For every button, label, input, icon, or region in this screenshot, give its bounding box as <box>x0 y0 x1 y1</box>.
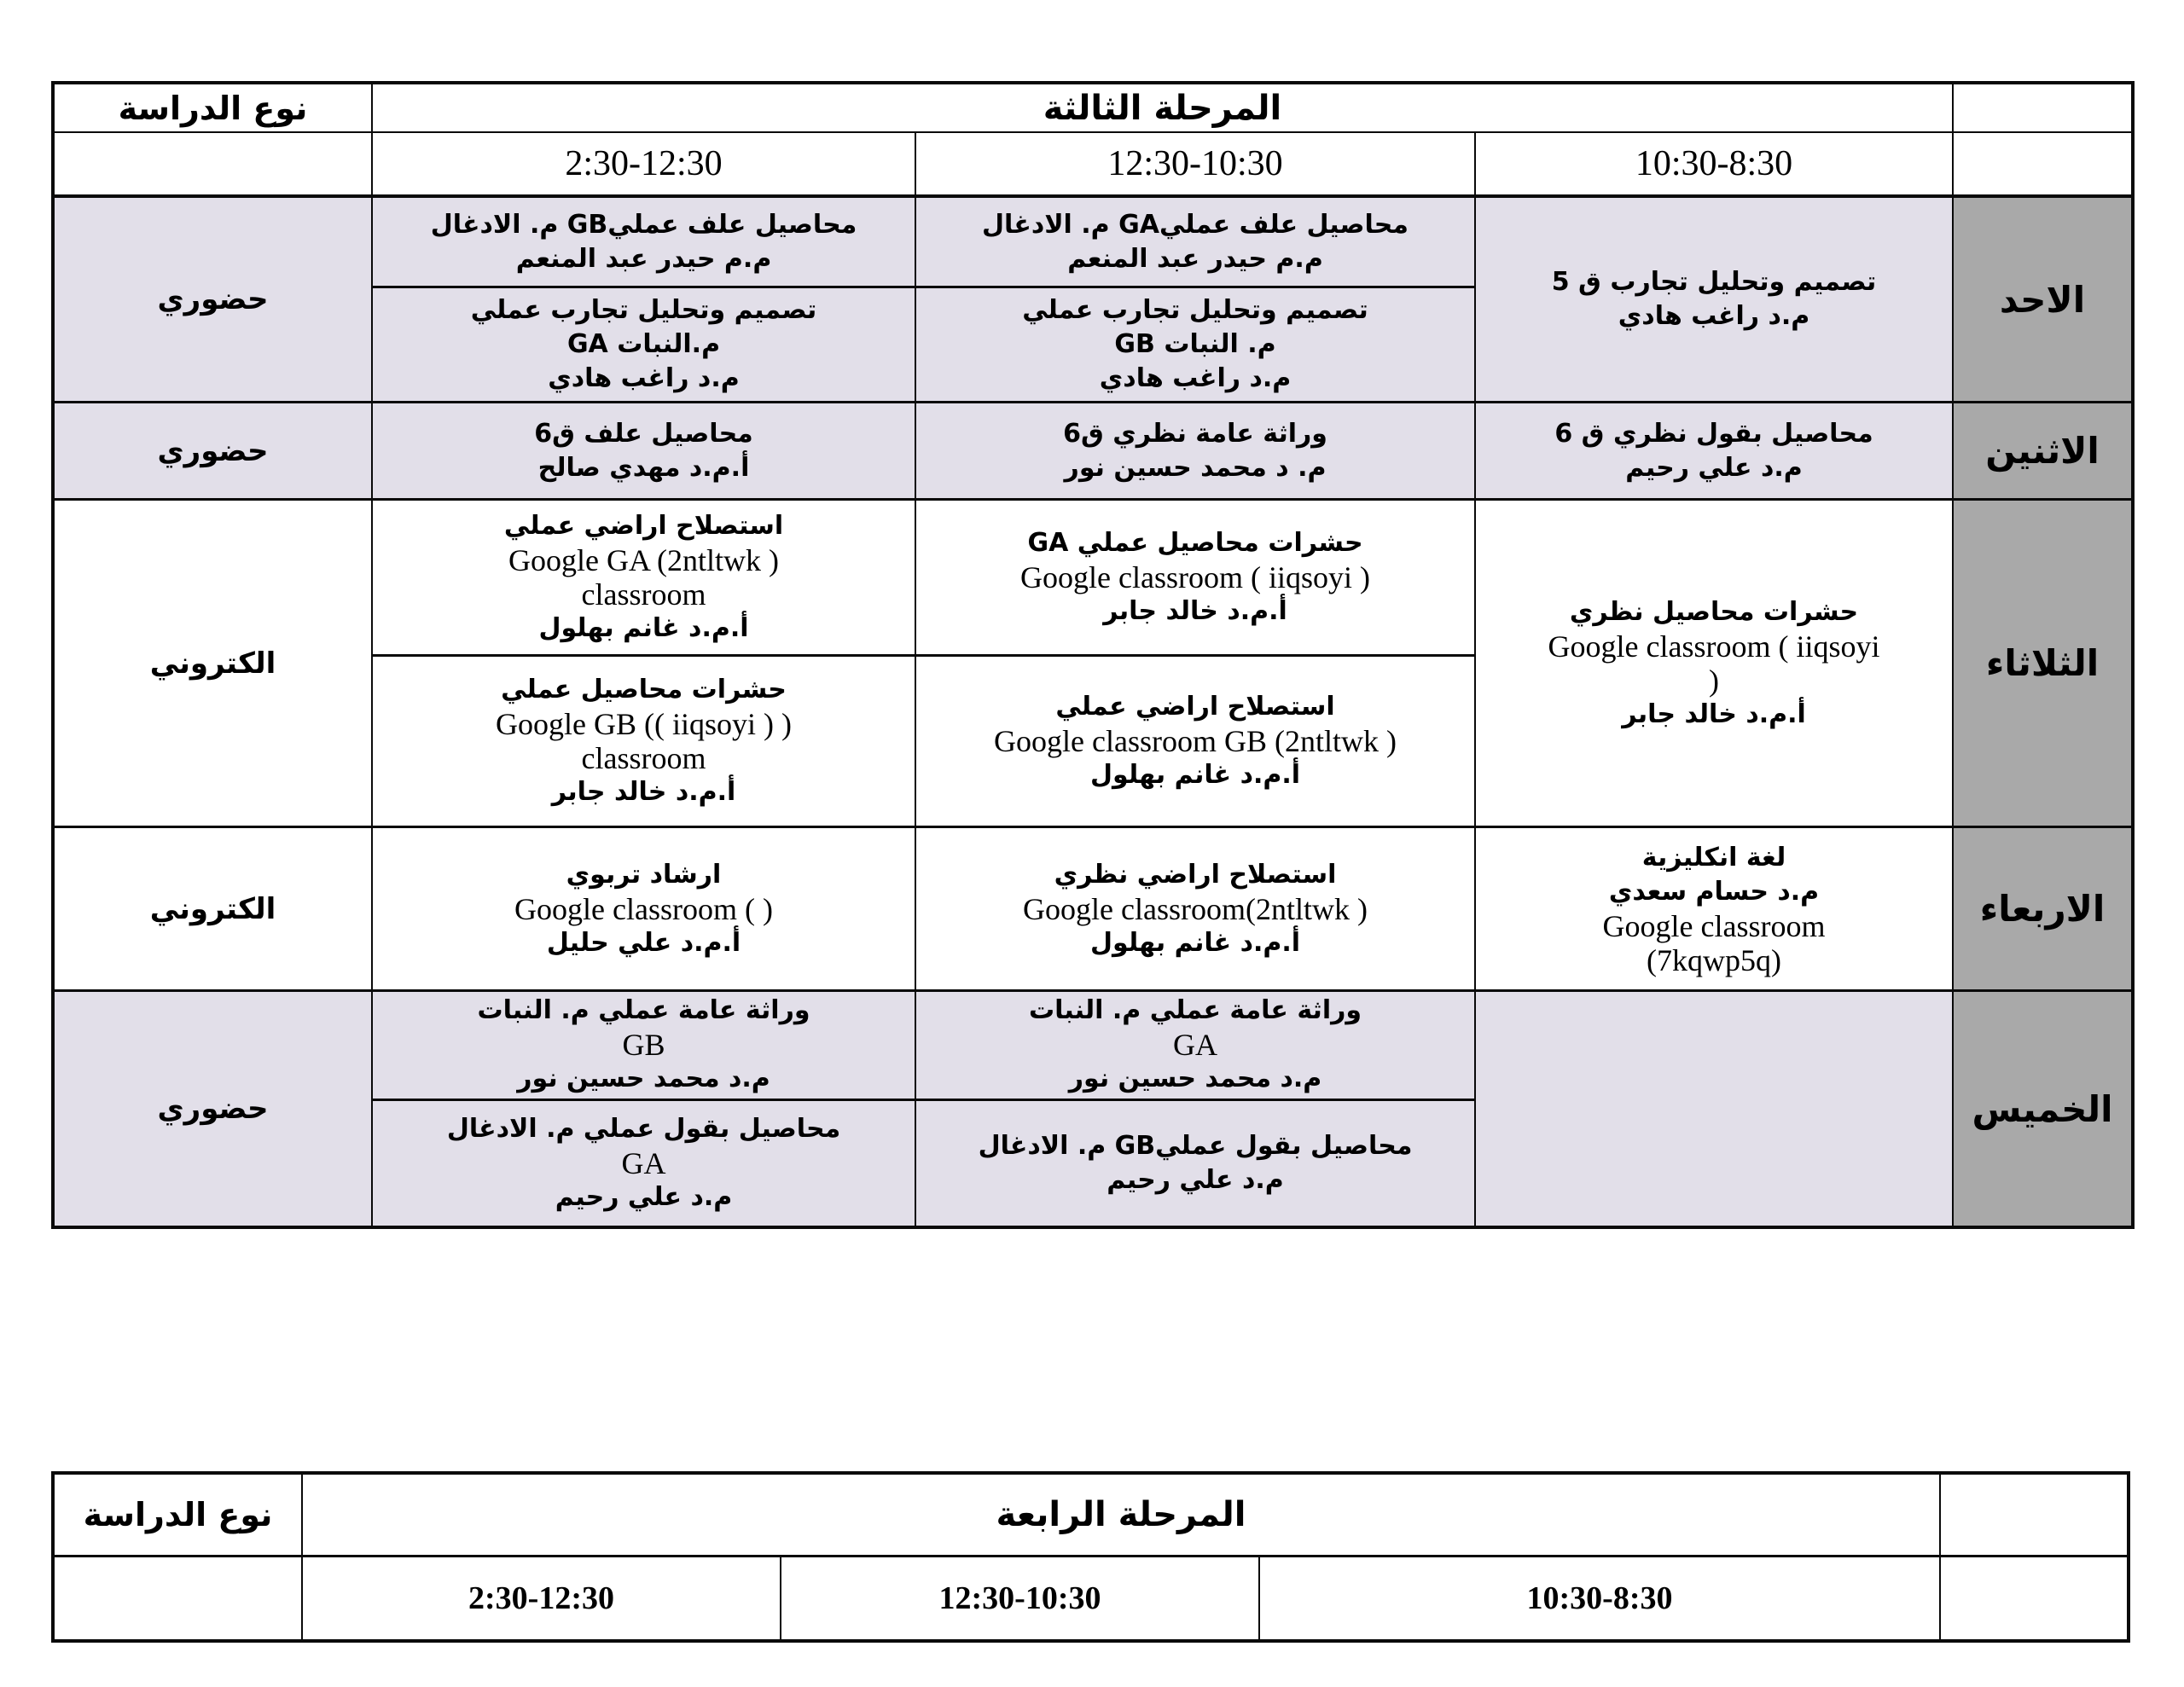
stage4-timetable <box>51 1471 2130 1643</box>
study-type-wednesday: الكتروني <box>53 827 372 991</box>
study-type-header: نوع الدراسة <box>53 1473 302 1557</box>
stage3-timetable <box>51 81 2135 1229</box>
study-type-monday: حضوري <box>53 403 372 500</box>
cell-tuesday-1030-830 <box>1475 500 1953 827</box>
lesson-line: Google classroom ( iiqsoyi <box>1548 629 1880 664</box>
lesson-line: م.د محمد حسين نور <box>1068 1064 1322 1094</box>
lesson-line: استصلاح اراضي نظري <box>1054 859 1337 890</box>
lesson-line: Google classroom(2ntltwk ) <box>1023 891 1368 926</box>
lesson-line: م.د علي رحيم <box>1107 1164 1284 1195</box>
lesson-line: محاصيل بقول عمليGB م. الادغال <box>978 1130 1413 1161</box>
corner-cell-day <box>1953 83 2133 132</box>
lesson-line: تصميم وتحليل تجارب ق 5 <box>1551 267 1877 297</box>
lesson-line: ) <box>1709 663 1720 698</box>
time-slot-morning: 10:30-8:30 <box>1475 132 1953 196</box>
cell-tuesday-230-1230 <box>372 500 915 827</box>
lesson <box>373 992 915 1099</box>
lesson-line: استصلاح اراضي عملي <box>503 510 784 541</box>
cell-thursday-1230-1030 <box>915 991 1475 1228</box>
lesson-line: أ.م.د علي حليل <box>546 927 741 958</box>
lesson <box>916 654 1474 826</box>
cell-wednesday-1030-830 <box>1475 827 1953 991</box>
lesson <box>916 403 1474 498</box>
lesson-line: م.د علي رحيم <box>555 1181 733 1212</box>
study-type-sunday: حضوري <box>53 196 372 403</box>
time-slot-morning: 10:30-8:30 <box>1259 1557 1940 1642</box>
lesson-line: أ.م.د خالد جابر <box>1103 595 1287 626</box>
cell-monday-1230-1030 <box>915 403 1475 500</box>
day-monday: الاثنين <box>1953 403 2133 500</box>
lesson <box>916 198 1474 286</box>
corner-cell-day <box>1940 1473 2129 1557</box>
lesson <box>373 828 915 989</box>
lesson-line: classroom <box>581 740 706 775</box>
lesson-line: وراثة عامة نظري ق6 <box>1063 418 1327 449</box>
lesson-line: استصلاح اراضي عملي <box>1055 691 1335 722</box>
study-type-tuesday: الكتروني <box>53 500 372 827</box>
time-row-day-spacer <box>1953 132 2133 196</box>
lesson <box>916 286 1474 401</box>
lesson-line: م.د علي رحيم <box>1625 452 1803 483</box>
cell-tuesday-1230-1030 <box>915 500 1475 827</box>
lesson-line: أ.م.د غانم بهلول <box>538 612 749 643</box>
lesson <box>373 403 915 498</box>
lesson-line: م.د راغب هادي <box>548 363 740 394</box>
lesson <box>373 501 915 654</box>
lesson-line: وراثة عامة عملي م. النبات <box>1029 995 1362 1026</box>
lesson <box>373 198 915 286</box>
row-wednesday <box>53 827 2133 991</box>
lesson-line: أ.م.د مهدي صالح <box>537 452 750 483</box>
study-type-thursday: حضوري <box>53 991 372 1228</box>
lesson-line: م.د راغب هادي <box>1618 301 1810 331</box>
lesson-line: ارشاد تربوي <box>566 859 722 890</box>
day-wednesday: الاربعاء <box>1953 827 2133 991</box>
time-slot-midday: 12:30-10:30 <box>915 132 1475 196</box>
cell-thursday-230-1230 <box>372 991 915 1228</box>
lesson-line: حشرات محاصيل عملي <box>501 674 787 704</box>
cell-sunday-230-1230 <box>372 196 915 403</box>
lesson-line: محاصيل علف عمليGA م. الادغال <box>982 209 1409 240</box>
day-tuesday: الثلاثاء <box>1953 500 2133 827</box>
lesson <box>1476 403 1952 498</box>
lesson-line: حشرات محاصيل نظري <box>1569 596 1859 627</box>
lesson-line: محاصيل بقول عملي م. الادغال <box>446 1113 841 1144</box>
cell-monday-230-1230 <box>372 403 915 500</box>
stage3-header-row <box>53 83 2133 132</box>
lesson-line: محاصيل علف ق6 <box>534 418 753 449</box>
cell-wednesday-230-1230 <box>372 827 915 991</box>
lesson-line: (7kqwp5q) <box>1647 942 1781 977</box>
lesson-line: وراثة عامة عملي م. النبات <box>477 995 810 1026</box>
lesson-line: محاصيل علف عمليGB م. الادغال <box>430 209 857 240</box>
lesson <box>373 286 915 401</box>
lesson-line: م.م حيدر عبد المنعم <box>515 243 772 274</box>
cell-sunday-1230-1030 <box>915 196 1475 403</box>
lesson <box>373 654 915 826</box>
time-row-type-spacer <box>53 132 372 196</box>
study-type-header: نوع الدراسة <box>53 83 372 132</box>
lesson-line: classroom <box>581 577 706 612</box>
lesson-line: حشرات محاصيل عملي GA <box>1027 527 1363 558</box>
lesson-line: أ.م.د غانم بهلول <box>1089 759 1301 790</box>
lesson-line: تصميم وتحليل تجارب عملي <box>470 295 817 326</box>
stage4-header-row <box>53 1473 2129 1557</box>
stage3-time-row <box>53 132 2133 196</box>
stage3-title: المرحلة الثالثة <box>372 83 1953 132</box>
lesson-line: GB <box>622 1028 665 1063</box>
time-slot-afternoon: 2:30-12:30 <box>372 132 915 196</box>
lesson-line: Google classroom <box>1602 908 1826 943</box>
lesson-line: م.النبات GA <box>566 329 721 360</box>
lesson <box>916 1099 1474 1226</box>
lesson-line: Google classroom GB (2ntltwk ) <box>994 723 1397 758</box>
lesson-line: أ.م.د غانم بهلول <box>1089 927 1301 958</box>
time-row-day-spacer <box>1940 1557 2129 1642</box>
lesson-line: GA <box>621 1145 666 1180</box>
lesson-line: Google GA (2ntltwk ) <box>508 542 779 577</box>
day-thursday: الخميس <box>1953 991 2133 1228</box>
lesson-line: GA <box>1173 1028 1218 1063</box>
time-slot-afternoon: 2:30-12:30 <box>302 1557 781 1642</box>
lesson-line: م. النبات GB <box>1114 329 1276 360</box>
time-row-type-spacer <box>53 1557 302 1642</box>
stage4-title: المرحلة الرابعة <box>302 1473 1940 1557</box>
lesson-line: م.د راغب هادي <box>1099 363 1292 394</box>
lesson-empty <box>1476 992 1952 1226</box>
row-monday <box>53 403 2133 500</box>
cell-thursday-1030-830 <box>1475 991 1953 1228</box>
lesson-line: م.د حسام سعدي <box>1608 876 1820 907</box>
row-sunday <box>53 196 2133 403</box>
lesson <box>373 1099 915 1226</box>
lesson-line: Google classroom ( iiqsoyi ) <box>1020 559 1370 594</box>
lesson <box>1476 828 1952 989</box>
cell-monday-1030-830 <box>1475 403 1953 500</box>
lesson <box>916 828 1474 989</box>
lesson <box>1476 198 1952 401</box>
lesson-line: م.د محمد حسين نور <box>517 1064 770 1094</box>
lesson-line: لغة انكليزية <box>1641 842 1786 872</box>
lesson-line: أ.م.د خالد جابر <box>551 776 736 807</box>
lesson-line: Google GB (( iiqsoyi ) ) <box>496 706 792 741</box>
lesson <box>916 992 1474 1099</box>
lesson-line: تصميم وتحليل تجارب عملي <box>1022 295 1368 326</box>
cell-sunday-1030-830 <box>1475 196 1953 403</box>
lesson-line: أ.م.د خالد جابر <box>1622 699 1806 729</box>
lesson <box>916 501 1474 654</box>
stage4-time-row <box>53 1557 2129 1642</box>
lesson-line: Google classroom ( ) <box>514 891 773 926</box>
time-slot-midday: 12:30-10:30 <box>781 1557 1259 1642</box>
lesson-line: م. د محمد حسين نور <box>1064 452 1327 483</box>
lesson-line: محاصيل بقول نظري ق 6 <box>1554 418 1873 449</box>
day-sunday: الاحد <box>1953 196 2133 403</box>
row-tuesday <box>53 500 2133 827</box>
lesson <box>1476 501 1952 826</box>
lesson-line: م.م حيدر عبد المنعم <box>1067 243 1323 274</box>
cell-wednesday-1230-1030 <box>915 827 1475 991</box>
row-thursday <box>53 991 2133 1228</box>
